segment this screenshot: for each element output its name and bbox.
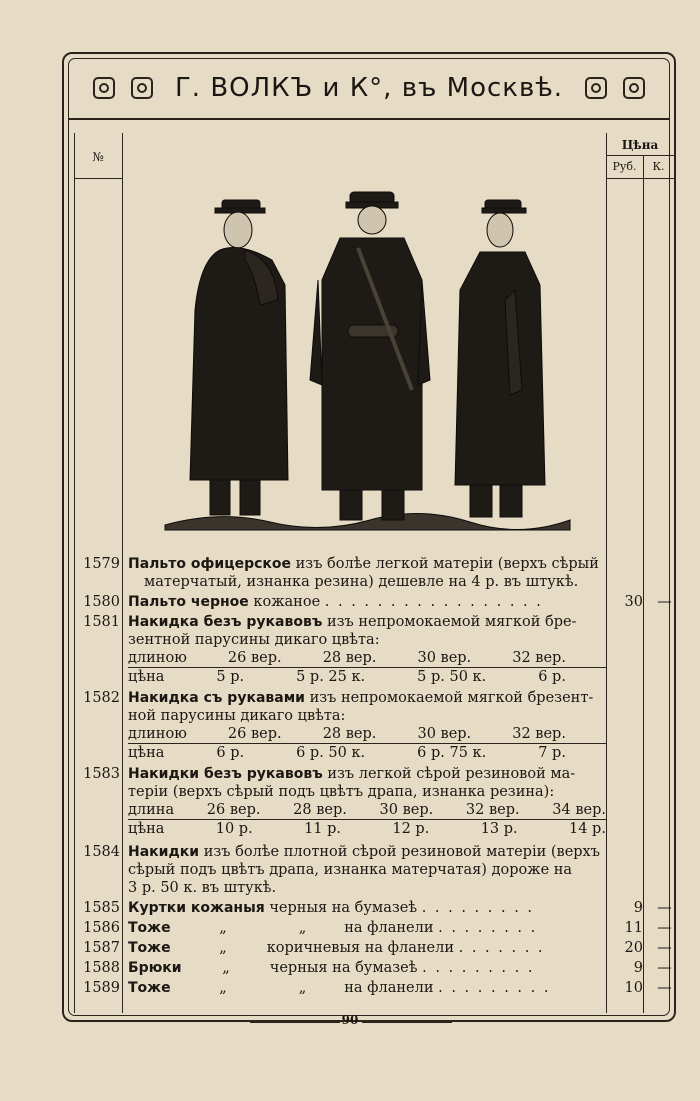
item-price-rub: 10 [624, 980, 643, 996]
list-item [74, 939, 674, 959]
kop-column-header: К. [652, 160, 665, 173]
list-item [74, 979, 674, 999]
item-price-rub: 9 [633, 900, 643, 916]
list-item [74, 593, 674, 613]
item-number: 1586 [83, 920, 120, 936]
item-description: Куртки кожаныя черныя на бумазеѣ . . . . . . . . . [128, 900, 535, 916]
item-price-kop: — [657, 980, 672, 996]
rule [606, 178, 674, 179]
price-list [74, 555, 674, 999]
item-title: Пальто офицерское [128, 556, 292, 572]
item-price-kop: — [657, 920, 672, 936]
item-description: Накидки изъ болѣе плотной сѣрой резиновой матеріи (верхъ сѣрый подъ цвѣтъ драпа, изнанка матерчатая) дороже на 3 р. 50 к. въ штукѣ. [128, 844, 600, 896]
length-row: длиною 26 вер. 28 вер. 30 вер. 32 вер. [128, 649, 606, 668]
item-description: Накидки безъ рукавовъ изъ легкой сѣрой резиновой ма- теріи (верхъ сѣрый подъ цвѣтъ драпа, изнанка резина): длина 26 вер. 28 вер. 30 вер. 32 вер. 34 вер. цѣна 10 р. 11 р. 12 р. 13 р. 14 р. [128, 766, 606, 837]
number-column-header: № [92, 150, 104, 164]
item-description: Пальто черное кожаное . . . . . . . . . . . . . . . . . [128, 594, 543, 610]
ornament-icon [585, 77, 607, 99]
list-item [74, 555, 674, 593]
list-item [74, 959, 674, 979]
ornament-icon [131, 77, 153, 99]
item-number: 1582 [83, 690, 120, 706]
page-header [68, 58, 670, 120]
item-description: Тоже „ коричневыя на фланели . . . . . . . [128, 940, 545, 956]
rule [674, 133, 675, 1013]
coats-illustration [160, 190, 580, 535]
item-price-rub: 20 [624, 940, 643, 956]
list-item [74, 843, 674, 899]
item-number: 1583 [83, 766, 120, 782]
rub-column-header: Руб. [612, 160, 637, 173]
item-number: 1580 [83, 594, 120, 610]
list-item [74, 765, 674, 843]
list-item [74, 899, 674, 919]
item-number: 1588 [83, 960, 120, 976]
item-number: 1589 [83, 980, 120, 996]
ornament-icon [93, 77, 115, 99]
list-item [74, 613, 674, 689]
item-price-kop: — [657, 594, 672, 610]
item-number: 1585 [83, 900, 120, 916]
length-row: длина 26 вер. 28 вер. 30 вер. 32 вер. 34 вер. [128, 802, 606, 818]
item-price-rub: 11 [624, 920, 643, 936]
item-number: 1581 [83, 614, 120, 630]
price-column-header: Цѣна [621, 138, 659, 152]
item-price-rub: 30 [624, 594, 643, 610]
item-description: Брюки „ черныя на бумазеѣ . . . . . . . . . [128, 960, 535, 976]
item-price-kop: — [657, 960, 672, 976]
item-price-kop: — [657, 900, 672, 916]
header-title: Г. ВОЛКЪ и К°, въ Москвѣ. [174, 73, 564, 103]
item-description: Пальто офицерское изъ болѣе легкой матеріи (верхъ сѣрый матерчатый, изнанка резина) дешевле на 4 р. въ штукѣ. [128, 556, 599, 590]
item-number: 1579 [83, 556, 120, 572]
item-description: Тоже „ „ на фланели . . . . . . . . [128, 920, 538, 936]
item-number: 1587 [83, 940, 120, 956]
list-item [74, 689, 674, 765]
price-row: цѣна 10 р. 11 р. 12 р. 13 р. 14 р. [128, 821, 606, 837]
page-number: 90 [341, 1013, 359, 1027]
length-row: длиною 26 вер. 28 вер. 30 вер. 32 вер. [128, 725, 606, 744]
price-row: цѣна 6 р. 6 р. 50 к. 6 р. 75 к. 7 р. [128, 745, 566, 761]
item-number: 1584 [83, 844, 120, 860]
ornament-icon [623, 77, 645, 99]
list-item [74, 919, 674, 939]
rule [606, 155, 674, 156]
price-row: цѣна 5 р. 5 р. 25 к. 5 р. 50 к. 6 р. [128, 669, 566, 685]
item-price-rub: 9 [633, 960, 643, 976]
item-description: Тоже „ „ на фланели . . . . . . . . . [128, 980, 551, 996]
item-description: Накидка съ рукавами изъ непромокаемой мягкой брезент- ной парусины дикаго цвѣта: длиною 26 вер. 28 вер. 30 вер. 32 вер. цѣна 6 р. 6 р. 50 к. 6 р. 75 к. 7 р. [128, 689, 606, 762]
item-price-kop: — [657, 940, 672, 956]
rule [74, 178, 122, 179]
item-description: Накидка безъ рукавовъ изъ непромокаемой мягкой бре- зентной парусины дикаго цвѣта: длиною 26 вер. 28 вер. 30 вер. 32 вер. цѣна 5 р. 5 р. 25 к. 5 р. 50 к. 6 р. [128, 613, 606, 686]
